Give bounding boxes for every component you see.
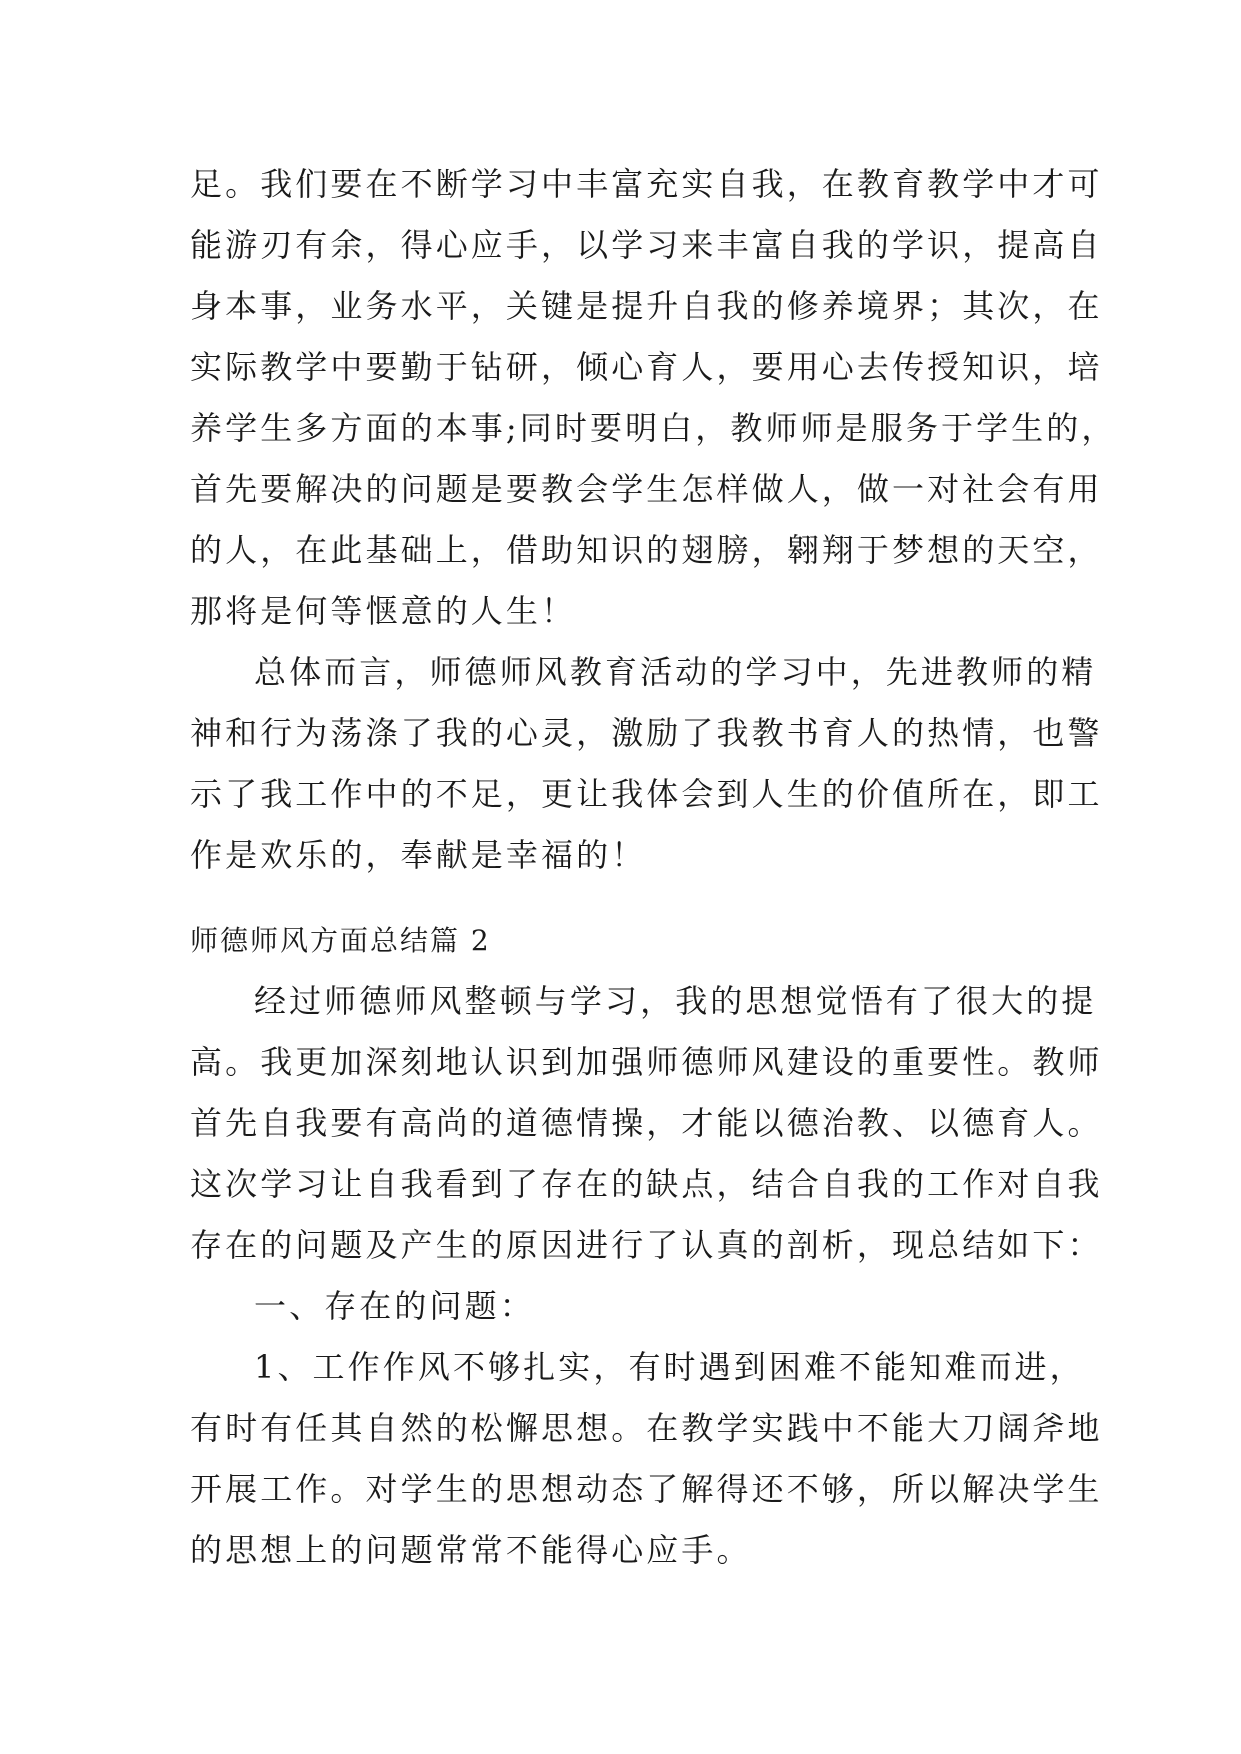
text-line: 的人，在此基础上，借助知识的翅膀，翱翔于梦想的天空， — [190, 531, 1103, 569]
text-line: 养学生多方面的本事;同时要明白，教师师是服务于学生的， — [190, 409, 1117, 447]
paragraph-summary — [190, 642, 1103, 886]
text-line: 首先要解决的问题是要教会学生怎样做人，做一对社会有用 — [190, 470, 1103, 508]
text-line: 开展工作。对学生的思想动态了解得还不够，所以解决学生 — [190, 1470, 1103, 1508]
paragraph-continuation — [190, 154, 1117, 642]
text-line: 足。我们要在不断学习中丰富充实自我，在教育教学中才可 — [190, 165, 1103, 203]
text-line: 这次学习让自我看到了存在的缺点，结合自我的工作对自我 — [190, 1165, 1103, 1203]
section-heading-block — [190, 910, 1070, 971]
text-line: 1、工作作风不够扎实，有时遇到困难不能知难而进， — [254, 1348, 1085, 1386]
paragraph-intro — [190, 971, 1103, 1276]
text-line: 的思想上的问题常常不能得心应手。 — [190, 1531, 752, 1569]
text-line: 示了我工作中的不足，更让我体会到人生的价值所在，即工 — [190, 775, 1103, 813]
text-line: 能游刃有余，得心应手，以学习来丰富自我的学识，提高自 — [190, 226, 1103, 264]
text-line: 有时有任其自然的松懈思想。在教学实践中不能大刀阔斧地 — [190, 1409, 1103, 1447]
text-line: 实际教学中要勤于钻研，倾心育人，要用心去传授知识，培 — [190, 348, 1103, 386]
section-heading: 师德师风方面总结篇 2 — [190, 924, 491, 957]
text-line: 总体而言，师德师风教育活动的学习中，先进教师的精 — [254, 653, 1097, 691]
text-line: 那将是何等惬意的人生！ — [190, 592, 577, 630]
subheading: 一、存在的问题： — [254, 1287, 535, 1325]
subheading-block — [190, 1276, 1070, 1337]
text-line: 神和行为荡涤了我的心灵，激励了我教书育人的热情，也警 — [190, 714, 1103, 752]
text-line: 首先自我要有高尚的道德情操，才能以德治教、以德育人。 — [190, 1104, 1103, 1142]
text-line: 经过师德师风整顿与学习，我的思想觉悟有了很大的提 — [254, 982, 1097, 1020]
paragraph-issue-1 — [190, 1337, 1103, 1581]
text-line: 存在的问题及产生的原因进行了认真的剖析，现总结如下： — [190, 1226, 1103, 1264]
text-line: 高。我更加深刻地认识到加强师德师风建设的重要性。教师 — [190, 1043, 1103, 1081]
text-line: 作是欢乐的，奉献是幸福的！ — [190, 836, 647, 874]
text-line: 身本事，业务水平，关键是提升自我的修养境界；其次，在 — [190, 287, 1103, 325]
